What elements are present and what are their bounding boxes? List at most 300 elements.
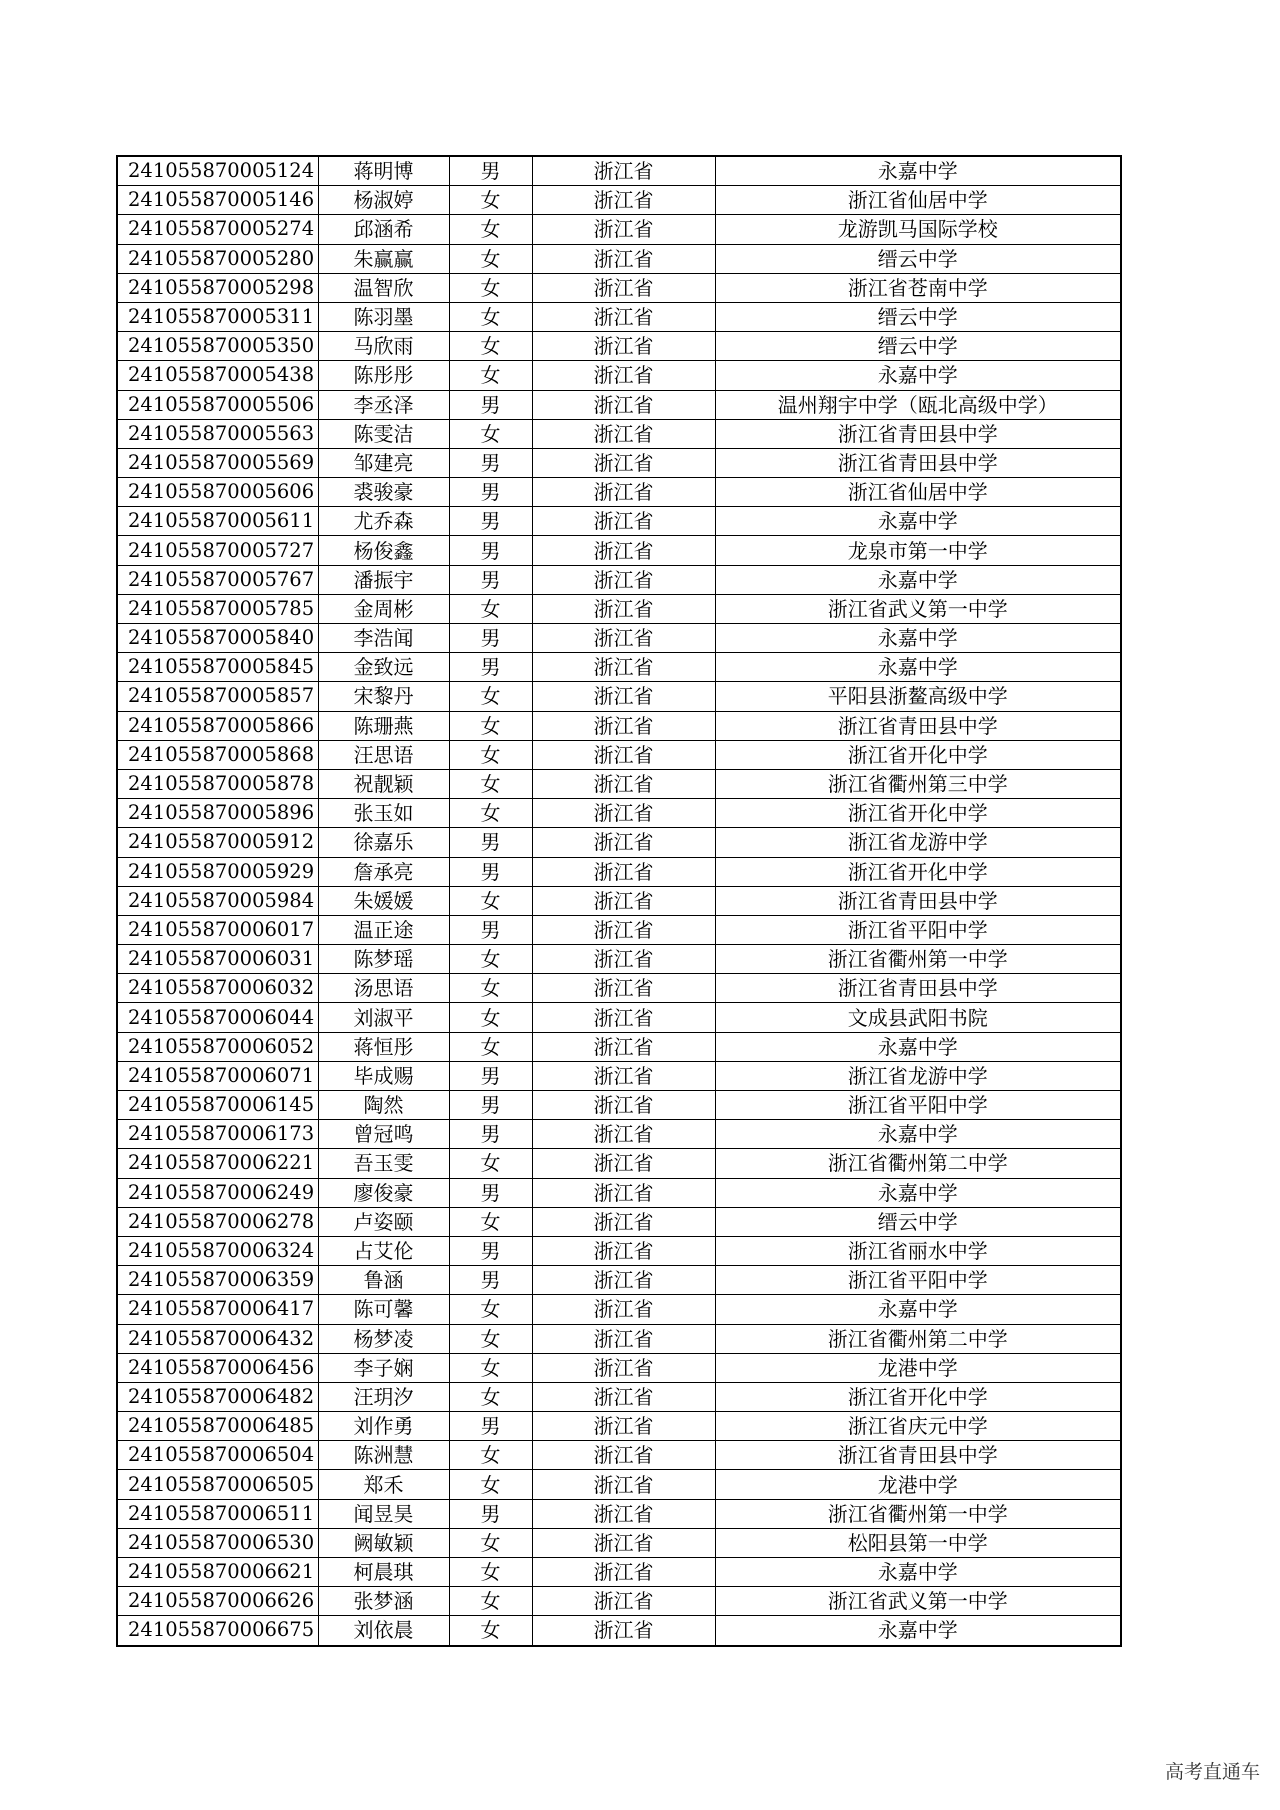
cell-school: 永嘉中学 [715,653,1121,682]
cell-id: 241055870005929 [117,857,318,886]
table-row [117,1061,1121,1090]
cell-province: 浙江省 [532,1178,715,1207]
cell-province: 浙江省 [532,1587,715,1616]
cell-id: 241055870006482 [117,1382,318,1411]
cell-province: 浙江省 [532,390,715,419]
cell-id: 241055870006504 [117,1441,318,1470]
cell-school: 浙江省龙游中学 [715,828,1121,857]
cell-id: 241055870006359 [117,1266,318,1295]
cell-school: 永嘉中学 [715,624,1121,653]
cell-name: 朱赢赢 [318,244,449,273]
cell-name: 柯晨琪 [318,1558,449,1587]
table-row [117,1207,1121,1236]
cell-province: 浙江省 [532,565,715,594]
cell-school: 温州翔宇中学（瓯北高级中学） [715,390,1121,419]
cell-gender: 女 [449,1587,532,1616]
table-row [117,1353,1121,1382]
table-row [117,828,1121,857]
cell-school: 龙泉市第一中学 [715,536,1121,565]
cell-name: 杨俊鑫 [318,536,449,565]
table-row [117,156,1121,186]
cell-name: 李丞泽 [318,390,449,419]
cell-school: 永嘉中学 [715,1558,1121,1587]
cell-name: 毕成赐 [318,1061,449,1090]
cell-id: 241055870005767 [117,565,318,594]
cell-school: 浙江省庆元中学 [715,1412,1121,1441]
student-roster-table [116,155,1122,1647]
table-row [117,1324,1121,1353]
cell-id: 241055870005506 [117,390,318,419]
cell-gender: 女 [449,332,532,361]
cell-school: 浙江省青田县中学 [715,1441,1121,1470]
cell-gender: 男 [449,478,532,507]
table-row [117,682,1121,711]
cell-gender: 女 [449,945,532,974]
cell-id: 241055870005857 [117,682,318,711]
cell-name: 詹承亮 [318,857,449,886]
cell-name: 卢姿颐 [318,1207,449,1236]
cell-province: 浙江省 [532,769,715,798]
cell-gender: 女 [449,1003,532,1032]
table-row [117,1558,1121,1587]
cell-province: 浙江省 [532,1149,715,1178]
table-row [117,799,1121,828]
cell-school: 平阳县浙鳌高级中学 [715,682,1121,711]
cell-school: 浙江省武义第一中学 [715,594,1121,623]
cell-id: 241055870006456 [117,1353,318,1382]
table-row [117,536,1121,565]
cell-gender: 女 [449,799,532,828]
cell-school: 浙江省武义第一中学 [715,1587,1121,1616]
cell-school: 浙江省平阳中学 [715,915,1121,944]
cell-gender: 女 [449,974,532,1003]
cell-gender: 女 [449,1616,532,1646]
cell-name: 蒋明博 [318,156,449,186]
cell-province: 浙江省 [532,945,715,974]
cell-name: 邱涵希 [318,215,449,244]
cell-school: 浙江省青田县中学 [715,974,1121,1003]
cell-id: 241055870006032 [117,974,318,1003]
cell-gender: 男 [449,653,532,682]
table-row [117,740,1121,769]
cell-gender: 女 [449,1441,532,1470]
cell-id: 241055870005878 [117,769,318,798]
cell-gender: 男 [449,156,532,186]
cell-gender: 男 [449,857,532,886]
cell-school: 永嘉中学 [715,156,1121,186]
table-row [117,1236,1121,1265]
cell-name: 闻昱昊 [318,1499,449,1528]
cell-id: 241055870006052 [117,1032,318,1061]
cell-gender: 女 [449,273,532,302]
cell-name: 鲁涵 [318,1266,449,1295]
cell-school: 缙云中学 [715,332,1121,361]
cell-province: 浙江省 [532,653,715,682]
cell-id: 241055870006485 [117,1412,318,1441]
cell-name: 廖俊豪 [318,1178,449,1207]
table-row [117,565,1121,594]
cell-school: 永嘉中学 [715,1295,1121,1324]
cell-school: 永嘉中学 [715,565,1121,594]
cell-gender: 女 [449,1353,532,1382]
cell-name: 潘振宇 [318,565,449,594]
cell-school: 松阳县第一中学 [715,1528,1121,1557]
cell-school: 浙江省衢州第三中学 [715,769,1121,798]
cell-province: 浙江省 [532,1470,715,1499]
cell-gender: 女 [449,1295,532,1324]
cell-province: 浙江省 [532,682,715,711]
cell-school: 浙江省龙游中学 [715,1061,1121,1090]
cell-province: 浙江省 [532,273,715,302]
cell-school: 浙江省开化中学 [715,740,1121,769]
cell-id: 241055870005785 [117,594,318,623]
cell-id: 241055870005606 [117,478,318,507]
table-row [117,215,1121,244]
cell-name: 金周彬 [318,594,449,623]
cell-province: 浙江省 [532,1061,715,1090]
table-row [117,1266,1121,1295]
cell-province: 浙江省 [532,799,715,828]
table-row [117,1120,1121,1149]
cell-school: 浙江省衢州第二中学 [715,1324,1121,1353]
cell-province: 浙江省 [532,507,715,536]
cell-province: 浙江省 [532,740,715,769]
cell-province: 浙江省 [532,857,715,886]
cell-school: 浙江省青田县中学 [715,419,1121,448]
cell-province: 浙江省 [532,915,715,944]
cell-school: 永嘉中学 [715,1178,1121,1207]
cell-province: 浙江省 [532,1266,715,1295]
table-row [117,1178,1121,1207]
cell-gender: 女 [449,711,532,740]
cell-province: 浙江省 [532,244,715,273]
cell-id: 241055870005274 [117,215,318,244]
cell-gender: 男 [449,1266,532,1295]
cell-gender: 女 [449,740,532,769]
cell-province: 浙江省 [532,448,715,477]
cell-province: 浙江省 [532,156,715,186]
cell-id: 241055870005896 [117,799,318,828]
cell-province: 浙江省 [532,594,715,623]
cell-gender: 男 [449,448,532,477]
table-row [117,1091,1121,1120]
cell-gender: 女 [449,361,532,390]
cell-name: 占艾伦 [318,1236,449,1265]
cell-gender: 女 [449,886,532,915]
cell-gender: 女 [449,1528,532,1557]
cell-id: 241055870005146 [117,186,318,215]
cell-school: 浙江省平阳中学 [715,1266,1121,1295]
cell-province: 浙江省 [532,1558,715,1587]
cell-school: 文成县武阳书院 [715,1003,1121,1032]
table-row [117,624,1121,653]
cell-name: 刘依晨 [318,1616,449,1646]
cell-school: 浙江省衢州第一中学 [715,945,1121,974]
cell-gender: 女 [449,244,532,273]
table-row [117,1003,1121,1032]
cell-province: 浙江省 [532,332,715,361]
cell-school: 浙江省仙居中学 [715,478,1121,507]
cell-id: 241055870006432 [117,1324,318,1353]
cell-province: 浙江省 [532,828,715,857]
cell-province: 浙江省 [532,302,715,331]
cell-gender: 女 [449,1207,532,1236]
cell-name: 李子娴 [318,1353,449,1382]
cell-id: 241055870005845 [117,653,318,682]
cell-gender: 女 [449,1558,532,1587]
table-row [117,332,1121,361]
cell-province: 浙江省 [532,215,715,244]
cell-name: 汤思语 [318,974,449,1003]
cell-gender: 女 [449,1324,532,1353]
table-row [117,1382,1121,1411]
cell-name: 温正途 [318,915,449,944]
cell-id: 241055870005611 [117,507,318,536]
cell-id: 241055870005727 [117,536,318,565]
cell-name: 陶然 [318,1091,449,1120]
cell-school: 永嘉中学 [715,507,1121,536]
cell-name: 邹建亮 [318,448,449,477]
cell-province: 浙江省 [532,974,715,1003]
cell-gender: 男 [449,1120,532,1149]
cell-gender: 男 [449,1061,532,1090]
cell-province: 浙江省 [532,361,715,390]
cell-name: 裘骏豪 [318,478,449,507]
cell-name: 陈雯洁 [318,419,449,448]
cell-gender: 男 [449,1412,532,1441]
cell-id: 241055870005438 [117,361,318,390]
cell-name: 杨梦凌 [318,1324,449,1353]
cell-province: 浙江省 [532,419,715,448]
cell-province: 浙江省 [532,886,715,915]
table-row [117,1470,1121,1499]
table-row [117,886,1121,915]
cell-province: 浙江省 [532,1412,715,1441]
cell-gender: 男 [449,1236,532,1265]
cell-school: 浙江省青田县中学 [715,711,1121,740]
table-row [117,1412,1121,1441]
table-row [117,1499,1121,1528]
table-row [117,478,1121,507]
cell-gender: 女 [449,682,532,711]
cell-id: 241055870006530 [117,1528,318,1557]
cell-school: 浙江省丽水中学 [715,1236,1121,1265]
cell-province: 浙江省 [532,624,715,653]
cell-id: 241055870006249 [117,1178,318,1207]
table-row [117,390,1121,419]
cell-gender: 女 [449,302,532,331]
cell-id: 241055870006071 [117,1061,318,1090]
cell-name: 马欣雨 [318,332,449,361]
cell-name: 蒋恒彤 [318,1032,449,1061]
table-row [117,974,1121,1003]
cell-school: 浙江省仙居中学 [715,186,1121,215]
table-row [117,1587,1121,1616]
cell-gender: 女 [449,1032,532,1061]
cell-id: 241055870005840 [117,624,318,653]
cell-school: 缙云中学 [715,1207,1121,1236]
cell-school: 浙江省衢州第二中学 [715,1149,1121,1178]
cell-id: 241055870005350 [117,332,318,361]
cell-school: 浙江省青田县中学 [715,886,1121,915]
cell-id: 241055870006511 [117,1499,318,1528]
table-row [117,361,1121,390]
cell-province: 浙江省 [532,1382,715,1411]
cell-name: 金致远 [318,653,449,682]
cell-school: 龙港中学 [715,1353,1121,1382]
cell-school: 龙游凯马国际学校 [715,215,1121,244]
table-row [117,769,1121,798]
table-row [117,1032,1121,1061]
cell-id: 241055870006621 [117,1558,318,1587]
cell-id: 241055870005912 [117,828,318,857]
cell-province: 浙江省 [532,1528,715,1557]
cell-gender: 男 [449,1499,532,1528]
table-row [117,419,1121,448]
cell-id: 241055870006221 [117,1149,318,1178]
cell-school: 永嘉中学 [715,1120,1121,1149]
cell-name: 吾玉雯 [318,1149,449,1178]
cell-province: 浙江省 [532,536,715,565]
cell-name: 陈梦瑶 [318,945,449,974]
cell-name: 张梦涵 [318,1587,449,1616]
cell-province: 浙江省 [532,1616,715,1646]
cell-id: 241055870006324 [117,1236,318,1265]
cell-gender: 女 [449,1382,532,1411]
cell-province: 浙江省 [532,1120,715,1149]
cell-gender: 女 [449,215,532,244]
cell-school: 永嘉中学 [715,361,1121,390]
table-row [117,186,1121,215]
cell-name: 曾冠鸣 [318,1120,449,1149]
cell-gender: 女 [449,769,532,798]
table-row [117,507,1121,536]
cell-id: 241055870006417 [117,1295,318,1324]
cell-id: 241055870005280 [117,244,318,273]
cell-school: 浙江省开化中学 [715,1382,1121,1411]
cell-gender: 男 [449,915,532,944]
table-row [117,244,1121,273]
cell-id: 241055870006675 [117,1616,318,1646]
table-row [117,1616,1121,1646]
cell-school: 浙江省开化中学 [715,799,1121,828]
table-row [117,857,1121,886]
watermark-text: 高考直通车 [1164,1761,1260,1783]
cell-gender: 女 [449,186,532,215]
cell-name: 陈洲慧 [318,1441,449,1470]
cell-province: 浙江省 [532,1207,715,1236]
cell-province: 浙江省 [532,711,715,740]
cell-name: 朱媛媛 [318,886,449,915]
cell-name: 刘淑平 [318,1003,449,1032]
table-row [117,1441,1121,1470]
cell-id: 241055870006017 [117,915,318,944]
cell-name: 郑禾 [318,1470,449,1499]
cell-name: 张玉如 [318,799,449,828]
table-row [117,273,1121,302]
table-row [117,302,1121,331]
cell-gender: 男 [449,1178,532,1207]
cell-school: 缙云中学 [715,302,1121,331]
cell-name: 祝靓颖 [318,769,449,798]
cell-province: 浙江省 [532,1032,715,1061]
cell-gender: 男 [449,507,532,536]
cell-id: 241055870005868 [117,740,318,769]
cell-id: 241055870005311 [117,302,318,331]
table-row [117,594,1121,623]
cell-gender: 男 [449,828,532,857]
cell-gender: 男 [449,536,532,565]
cell-name: 陈可馨 [318,1295,449,1324]
cell-school: 浙江省青田县中学 [715,448,1121,477]
cell-name: 陈珊燕 [318,711,449,740]
table-row [117,711,1121,740]
cell-name: 李浩闻 [318,624,449,653]
cell-name: 阙敏颖 [318,1528,449,1557]
cell-province: 浙江省 [532,1353,715,1382]
table-row [117,945,1121,974]
cell-id: 241055870006505 [117,1470,318,1499]
cell-province: 浙江省 [532,1324,715,1353]
cell-school: 龙港中学 [715,1470,1121,1499]
cell-name: 汪玥汐 [318,1382,449,1411]
cell-id: 241055870006031 [117,945,318,974]
cell-id: 241055870006626 [117,1587,318,1616]
cell-province: 浙江省 [532,186,715,215]
cell-school: 浙江省苍南中学 [715,273,1121,302]
cell-name: 刘作勇 [318,1412,449,1441]
cell-school: 浙江省开化中学 [715,857,1121,886]
cell-province: 浙江省 [532,1295,715,1324]
table-row [117,448,1121,477]
cell-id: 241055870006278 [117,1207,318,1236]
cell-id: 241055870006145 [117,1091,318,1120]
cell-school: 浙江省平阳中学 [715,1091,1121,1120]
cell-name: 陈彤彤 [318,361,449,390]
cell-school: 永嘉中学 [715,1032,1121,1061]
cell-id: 241055870005569 [117,448,318,477]
cell-school: 永嘉中学 [715,1616,1121,1646]
cell-gender: 女 [449,1149,532,1178]
cell-gender: 女 [449,419,532,448]
cell-gender: 男 [449,624,532,653]
cell-province: 浙江省 [532,1091,715,1120]
cell-school: 浙江省衢州第一中学 [715,1499,1121,1528]
table-row [117,653,1121,682]
cell-id: 241055870005866 [117,711,318,740]
cell-name: 陈羽墨 [318,302,449,331]
table-row [117,1149,1121,1178]
cell-id: 241055870005563 [117,419,318,448]
cell-id: 241055870005984 [117,886,318,915]
cell-id: 241055870006044 [117,1003,318,1032]
cell-province: 浙江省 [532,1499,715,1528]
cell-gender: 男 [449,565,532,594]
cell-province: 浙江省 [532,1003,715,1032]
table-row [117,915,1121,944]
cell-id: 241055870006173 [117,1120,318,1149]
cell-province: 浙江省 [532,478,715,507]
cell-name: 尤乔森 [318,507,449,536]
cell-province: 浙江省 [532,1441,715,1470]
cell-gender: 男 [449,390,532,419]
cell-id: 241055870005124 [117,156,318,186]
cell-province: 浙江省 [532,1236,715,1265]
cell-name: 杨淑婷 [318,186,449,215]
cell-gender: 男 [449,1091,532,1120]
cell-name: 温智欣 [318,273,449,302]
cell-gender: 女 [449,594,532,623]
